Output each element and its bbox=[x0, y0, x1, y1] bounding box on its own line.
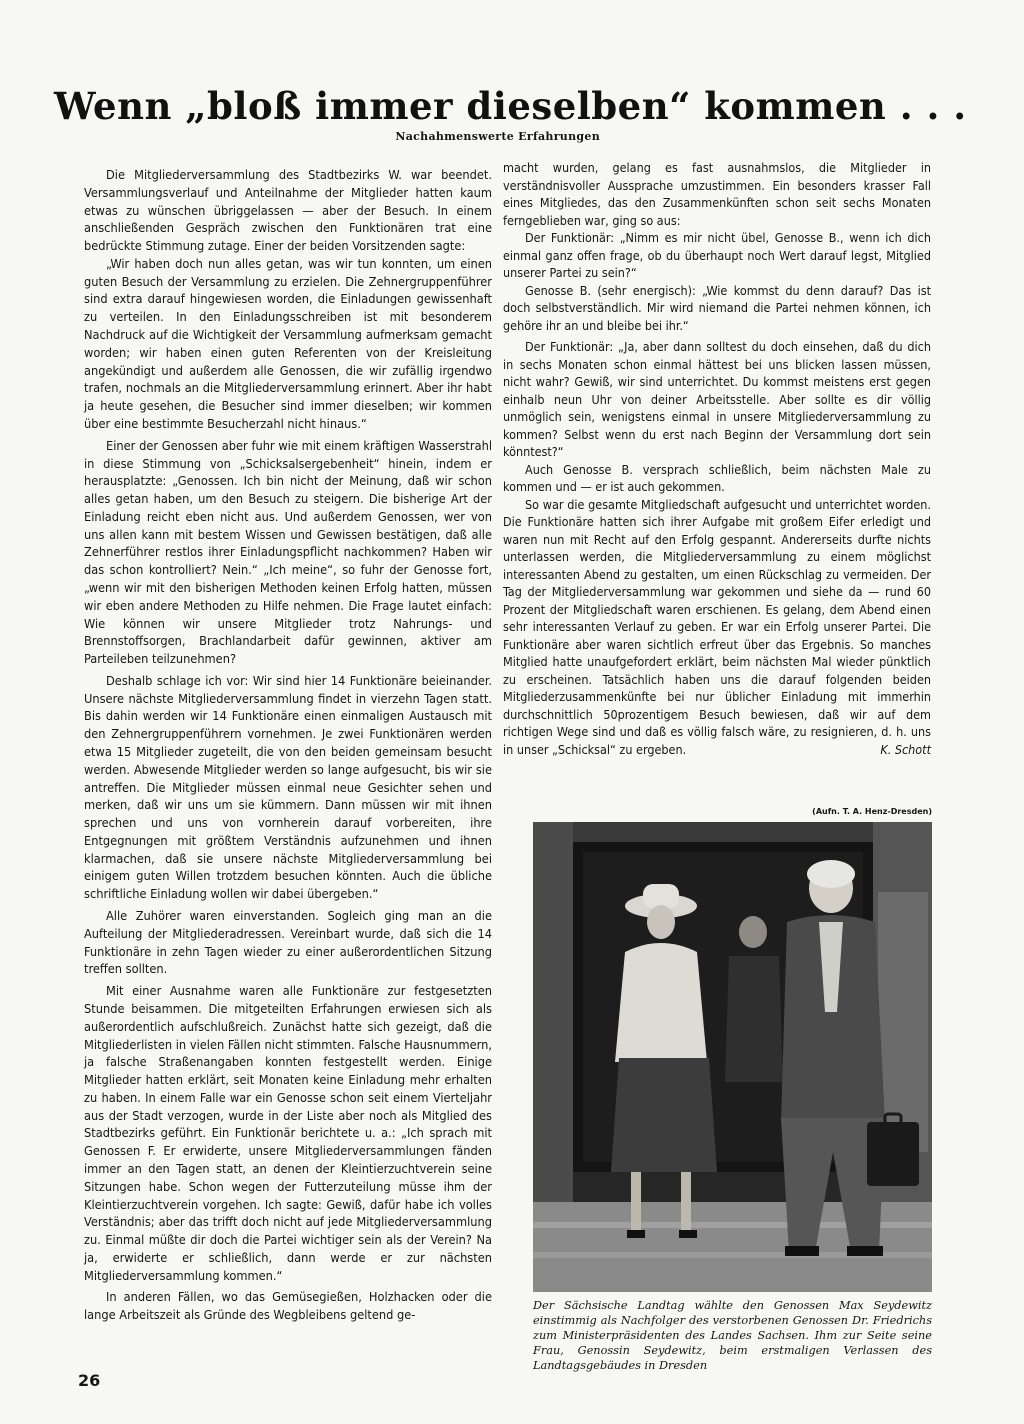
article-paragraph: Einer der Genossen aber fuhr wie mit einem kräftigen Wasserstrahl in diese Stimmung von „Schicksalsergebenheit“ hinein, indem er herausplatzte: „Genossen. Ich bin nicht der Meinung, daß wir schon alles getan haben, um den Besuch zu steigern. Die bisherige Art der Einladung reicht eben nicht aus. Und außerdem Genossen, wer von uns allen kann mit bestem Wissen und Gewissen bestätigen, daß alle Zehnerführer restlos ihrer Einladungspflicht nachkommen? Haben wir das schon kontrolliert? Nein.“ „Ich meine“, so fuhr der Genosse fort, „wenn wir mit den bisherigen Methoden keinen Erfolg hatten, müssen wir eben andere Methoden zu Hilfe nehmen. Die Frage lautet einfach: Wie können wir unsere Mitglieder trotz Nahrungs- und Brennstoffsorgen, Brachlandarbeit dafür gewinnen, aktiver am Parteileben teilzunehmen? bbox=[84, 437, 492, 667]
article-paragraph: Die Mitgliederversammlung des Stadtbezirks W. war beendet. Versammlungsverlauf und Anteilnahme der Mitglieder hatten kaum etwas zu wünschen übriggelassen — aber der Besuch. In einem anschließenden Gespräch zwischen den Funktionären trat eine bedrückte Stimmung zutage. Einer der beiden Vorsitzenden sagte: bbox=[84, 167, 492, 254]
article-paragraph-text: So war die gesamte Mitgliedschaft aufgesucht und unterrichtet worden. Die Funktionäre hatten sich ihrer Aufgabe mit großem Eifer erledigt und waren nun mit Recht auf den Erfolg gespannt. Andererseits durfte nichts unterlassen werden, die Mitgliederversammlung zu einem möglichst interessanten Abend zu gestalten, um einen Rückschlag zu vermeiden. Der Tag der Mitgliederversammlung war gekommen und siehe da — rund 60 Prozent der Mitgliedschaft waren erschienen. Es gelang, dem Abend einen sehr interessanten Verlauf zu geben. Er war ein Erfolg unserer Partei. Die Funktionäre aber waren sichtlich erfreut über das Ergebnis. So manches Mitglied hatte unaufgefordert erklärt, beim nächsten Mal wieder pünktlich zu erscheinen. Tatsächlich haben uns die darauf folgenden beiden Mitgliederzusammenkünfte bei nur üblicher Einladung mit immerhin durchschnittlich 50prozentigem Besuch bewiesen, daß wir auf dem richtigen Wege sind und daß es völlig falsch wäre, zu resignieren, d. h. uns in unser „Schicksal“ zu ergeben. bbox=[503, 496, 931, 757]
author-signature: K. Schott bbox=[880, 741, 931, 757]
article-column-right bbox=[503, 159, 931, 758]
article-paragraph: Alle Zuhörer waren einverstanden. Sogleich ging man an die Aufteilung der Mitgliederadressen. Vereinbart wurde, daß sich die 14 Funktionäre in zehn Tagen wieder zu einer außerordentlichen Sitzung treffen sollten. bbox=[84, 908, 492, 977]
article-paragraph: Mit einer Ausnahme waren alle Funktionäre zur festgesetzten Stunde beisammen. Die mitgeteilten Erfahrungen erwiesen sich als außerordentlich aufschlußreich. Zunächst hatte sich gezeigt, daß die Mitgliederlisten in vielen Fällen nicht stimmten. Falsche Hausnummern, ja falsche Straßenangaben konnten festgestellt werden. Einige Mitglieder hatten erklärt, seit Monaten keine Einladung mehr erhalten zu haben. In einem Falle war ein Genosse schon seit einem Vierteljahr aus der Stadt verzogen, wurde in der Liste aber noch als Mitglied des Stadtbezirks geführt. Ein Funktionär berichtete u. a.: „Ich sprach mit Genossen F. Er erwiderte, unsere Mitgliederversammlungen fänden immer an den Tagen statt, an denen der Kleintierzuchtverein seine Sitzungen habe. Schon wegen der Futterzuteilung müsse ihm der Kleintierzuchtverein vorgehen. Ich sagte: Gewiß, dafür habe ich volles Verständnis; aber das trifft doch nicht auf jede Mitgliederversammlung zu. Einmal müßte dir doch die Partei wichtiger sein als der Verein? Na ja, erwiderte er schließlich, dann werde er zur nächsten Mitgliederversammlung kommen.“ bbox=[84, 983, 492, 1283]
article-paragraph: Genosse B. (sehr energisch): „Wie kommst du denn darauf? Das ist doch selbstverständlich. Mir wird niemand die Partei nehmen können, ich gehöre ihr an und bleibe bei ihr.“ bbox=[503, 282, 931, 333]
photo-illustration bbox=[533, 822, 932, 1292]
page-number: 26 bbox=[78, 1371, 101, 1390]
article-title: Wenn „bloß immer dieselben“ kommen . . . bbox=[54, 84, 967, 128]
article-paragraph: Auch Genosse B. versprach schließlich, beim nächsten Male zu kommen und — er ist auch gekommen. bbox=[503, 461, 931, 494]
article-paragraph: macht wurden, gelang es fast ausnahmslos, die Mitglieder in verständnisvoller Aussprache umzustimmen. Ein besonders krasser Fall eines Mitgliedes, das den Zusammenkünften schon seit sechs Monaten ferngeblieben war, ging so aus: bbox=[503, 160, 931, 228]
article-paragraph bbox=[503, 496, 931, 759]
news-photo bbox=[533, 822, 932, 1292]
article-paragraph: Der Funktionär: „Nimm es mir nicht übel, Genosse B., wenn ich dich einmal ganz offen frage, ob du überhaupt noch Wert darauf legst, Mitglied unserer Partei zu sein?“ bbox=[503, 230, 931, 280]
article-paragraph: Deshalb schlage ich vor: Wir sind hier 14 Funktionäre beieinander. Unsere nächste Mitgliederversammlung findet in vierzehn Tagen statt. Bis dahin werden wir 14 Funktionäre einen einmaligen Austausch mit den Zehnergruppenführern vornehmen. Je zwei Funktionären werden etwa 15 Mitglieder zugeteilt, die von den beiden gemeinsam besucht werden. Abwesende Mitglieder werden so lange aufgesucht, bis wir sie antreffen. Die Mitglieder müssen einmal neue Gesichter sehen und merken, daß wir uns um sie kümmern. Dann müssen wir mit ihnen sprechen und uns von vornherein darauf vorbereiten, ihre Entgegnungen mit größtem Verständnis aufzunehmen und ihnen klarmachen, daß sie unsere nächste Mitgliederversammlung bei einigem guten Willen trotzdem besuchen könnten. Auch die übliche schriftliche Einladung wollen wir dabei übergeben.“ bbox=[84, 672, 492, 902]
article-paragraph: In anderen Fällen, wo das Gemüsegießen, Holzhacken oder die lange Arbeitszeit als Gründe des Wegbleibens geltend ge- bbox=[84, 1289, 492, 1323]
article-subtitle: Nachahmenswerte Erfahrungen bbox=[395, 130, 600, 143]
article-column-left bbox=[84, 166, 492, 1324]
photo-caption: Der Sächsische Landtag wählte den Genossen Max Seydewitz einstimmig als Nachfolger des verstorbenen Genossen Dr. Friedrichs zum Ministerpräsidenten des Landes Sachsen. Ihm zur Seite seine Frau, Genossin Seydewitz, beim erstmaligen Verlassen des Landtagsgebäudes in Dresden bbox=[533, 1299, 932, 1372]
photo-credit: (Aufn. T. A. Henz-Dresden) bbox=[812, 807, 932, 816]
article-paragraph: Der Funktionär: „Ja, aber dann solltest du doch einsehen, daß du dich in sechs Monaten schon einmal hättest bei uns blicken lassen müssen, nicht wahr? Gewiß, wir sind unterrichtet. Du kommst meistens erst gegen einhalb neun Uhr von deiner Arbeitsstelle. Aber sollte es dir völlig unmöglich sein, wenigstens einmal in unsere Mitgliederversammlung zu kommen? Selbst wenn du erst nach Beginn der Versammlung dort sein könntest?“ bbox=[503, 339, 931, 459]
article-paragraph: „Wir haben doch nun alles getan, was wir tun konnten, um einen guten Besuch der Versammlung zu erzielen. Die Zehnergruppenführer sind extra darauf hingewiesen worden, die Einladungen gewissenhaft zu verteilen. In den Einladungsschreiben ist mit besonderem Nachdruck auf die Wichtigkeit der Versammlung aufmerksam gemacht worden; wir haben einen guten Referenten von der Kreisleitung angekündigt und außerdem alle Genossen, die wir zufällig irgendwo trafen, nochmals an die Mitgliederversammlung erinnert. Aber ihr habt ja heute gesehen, die Besucher sind immer dieselben; wir kommen über eine bestimmte Besucherzahl nicht hinaus.“ bbox=[84, 255, 492, 431]
